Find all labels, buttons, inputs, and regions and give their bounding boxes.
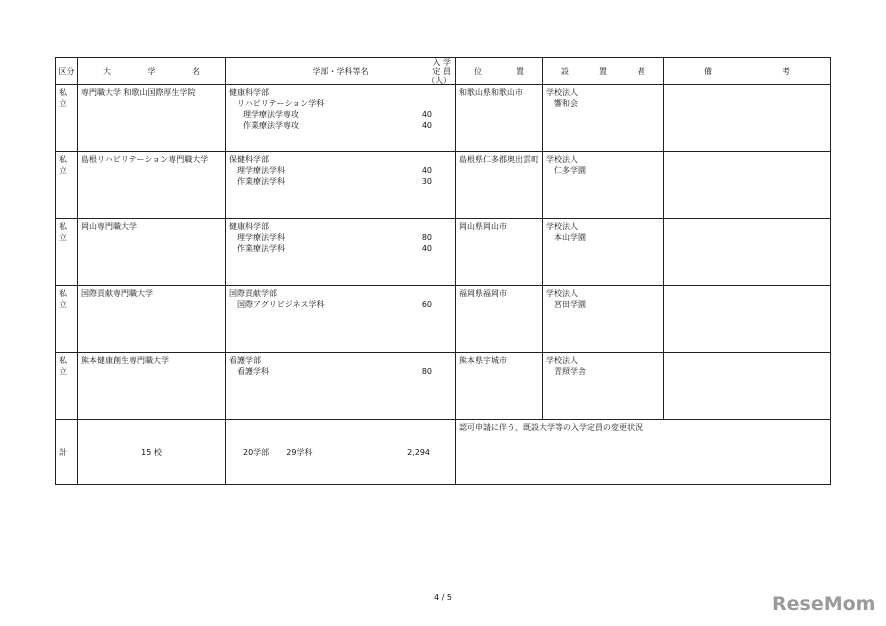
faculty-line — [229, 176, 452, 187]
row-remarks — [664, 85, 831, 152]
total-row — [56, 420, 831, 485]
faculty-name: リハビリテーション学科 — [237, 99, 325, 108]
header-university: 大 学 名 — [78, 58, 226, 85]
header-remarks: 備 考 — [664, 58, 831, 85]
faculty-line — [229, 243, 452, 254]
founder-name: 響和会 — [554, 99, 578, 108]
total-label: 計 — [56, 420, 78, 485]
faculty-line — [229, 154, 452, 165]
row-founder — [543, 152, 664, 219]
faculty-line — [229, 299, 452, 310]
founder-name: 青照学舎 — [554, 367, 586, 376]
header-quota: 入 学 定 員 （人） — [427, 58, 451, 85]
row-university-name: 国際貢献専門職大学 — [78, 286, 226, 353]
university-row — [56, 85, 831, 152]
faculty-capacity: 40 — [421, 110, 432, 119]
university-row — [56, 152, 831, 219]
faculty-name: 健康科学部 — [229, 222, 269, 231]
resemom-watermark-logo — [770, 591, 880, 615]
row-location: 熊本県宇城市 — [456, 353, 543, 420]
row-remarks — [664, 152, 831, 219]
row-university-name: 熊本健康創生専門職大学 — [78, 353, 226, 420]
university-row — [56, 286, 831, 353]
row-university-name: 専門職大学 和歌山国際厚生学院 — [78, 85, 226, 152]
faculty-line — [229, 288, 452, 299]
university-list-sheet — [55, 57, 830, 485]
row-founder — [543, 353, 664, 420]
faculty-name: 看護学部 — [229, 356, 261, 365]
founder-type: 学校法人 — [546, 289, 578, 298]
founder-name: 宮田学園 — [554, 300, 586, 309]
row-location: 島根県仁多郡奥出雲町 — [456, 152, 543, 219]
total-note: 認可申請に伴う、既設大学等の入学定員の変更状況 — [456, 420, 831, 485]
faculty-capacity — [432, 87, 452, 98]
faculty-capacity: 60 — [421, 300, 432, 309]
faculty-name: 作業療法学科 — [237, 244, 285, 253]
row-category: 私立 — [56, 219, 78, 286]
faculty-name: 国際アグリビジネス学科 — [237, 300, 325, 309]
faculty-line — [229, 366, 452, 377]
faculty-capacity — [432, 98, 452, 109]
row-faculty-list — [226, 152, 456, 219]
faculty-line — [229, 221, 452, 232]
total-departments: 29学科 — [286, 447, 313, 457]
row-remarks — [664, 219, 831, 286]
row-remarks — [664, 353, 831, 420]
faculty-capacity: 40 — [421, 121, 432, 130]
faculty-line — [229, 165, 452, 176]
faculty-capacity: 30 — [421, 177, 432, 186]
row-location: 岡山県岡山市 — [456, 219, 543, 286]
total-schools: 15 校 — [78, 420, 226, 485]
faculty-line — [229, 87, 452, 98]
faculty-capacity — [432, 221, 452, 232]
founder-name: 仁多学園 — [554, 166, 586, 175]
total-faculty — [226, 420, 456, 485]
header-founder: 設 置 者 — [543, 58, 664, 85]
faculty-name: 保健科学部 — [229, 155, 269, 164]
row-category: 私立 — [56, 85, 78, 152]
page-number: 4 / 5 — [434, 593, 452, 602]
row-location: 和歌山県和歌山市 — [456, 85, 543, 152]
header-faculty-quota: 学部・学科等名 入 学 定 員 （人） — [226, 58, 456, 85]
row-university-name: 島根リハビリテーション専門職大学 — [78, 152, 226, 219]
svg-text:ReseMom: ReseMom — [772, 593, 876, 615]
faculty-line — [229, 232, 452, 243]
row-location: 福岡県福岡市 — [456, 286, 543, 353]
row-category: 私立 — [56, 353, 78, 420]
faculty-name: 作業療法学専攻 — [243, 121, 299, 130]
faculty-line — [229, 120, 452, 131]
faculty-name: 理学療法学科 — [237, 166, 285, 175]
row-founder — [543, 286, 664, 353]
row-faculty-list — [226, 286, 456, 353]
faculty-capacity: 40 — [421, 166, 432, 175]
row-faculty-list — [226, 219, 456, 286]
row-faculty-list — [226, 353, 456, 420]
row-founder — [543, 85, 664, 152]
total-faculties: 20学部 — [243, 447, 270, 457]
faculty-name: 健康科学部 — [229, 88, 269, 97]
header-category: 区分 — [56, 58, 78, 85]
founder-type: 学校法人 — [546, 356, 578, 365]
row-remarks — [664, 286, 831, 353]
total-capacity: 2,294 — [407, 447, 430, 457]
faculty-line — [229, 109, 452, 120]
university-row — [56, 219, 831, 286]
university-table — [55, 57, 831, 485]
faculty-name: 国際貢献学部 — [229, 289, 277, 298]
university-row — [56, 353, 831, 420]
row-university-name: 岡山専門職大学 — [78, 219, 226, 286]
header-row — [56, 58, 831, 85]
founder-type: 学校法人 — [546, 88, 578, 97]
faculty-capacity — [432, 355, 452, 366]
faculty-capacity: 80 — [421, 233, 432, 242]
faculty-name: 理学療法学科 — [237, 233, 285, 242]
faculty-name: 作業療法学科 — [237, 177, 285, 186]
faculty-capacity: 40 — [421, 244, 432, 253]
row-founder — [543, 219, 664, 286]
faculty-capacity — [432, 288, 452, 299]
founder-type: 学校法人 — [546, 222, 578, 231]
founder-name: 本山学園 — [554, 233, 586, 242]
faculty-name: 看護学科 — [237, 367, 269, 376]
row-category: 私立 — [56, 286, 78, 353]
faculty-line — [229, 355, 452, 366]
header-location: 位 置 — [456, 58, 543, 85]
founder-type: 学校法人 — [546, 155, 578, 164]
faculty-capacity: 80 — [421, 367, 432, 376]
faculty-line — [229, 98, 452, 109]
faculty-capacity — [432, 154, 452, 165]
faculty-name: 理学療法学専攻 — [243, 110, 299, 119]
row-category: 私立 — [56, 152, 78, 219]
row-faculty-list — [226, 85, 456, 152]
